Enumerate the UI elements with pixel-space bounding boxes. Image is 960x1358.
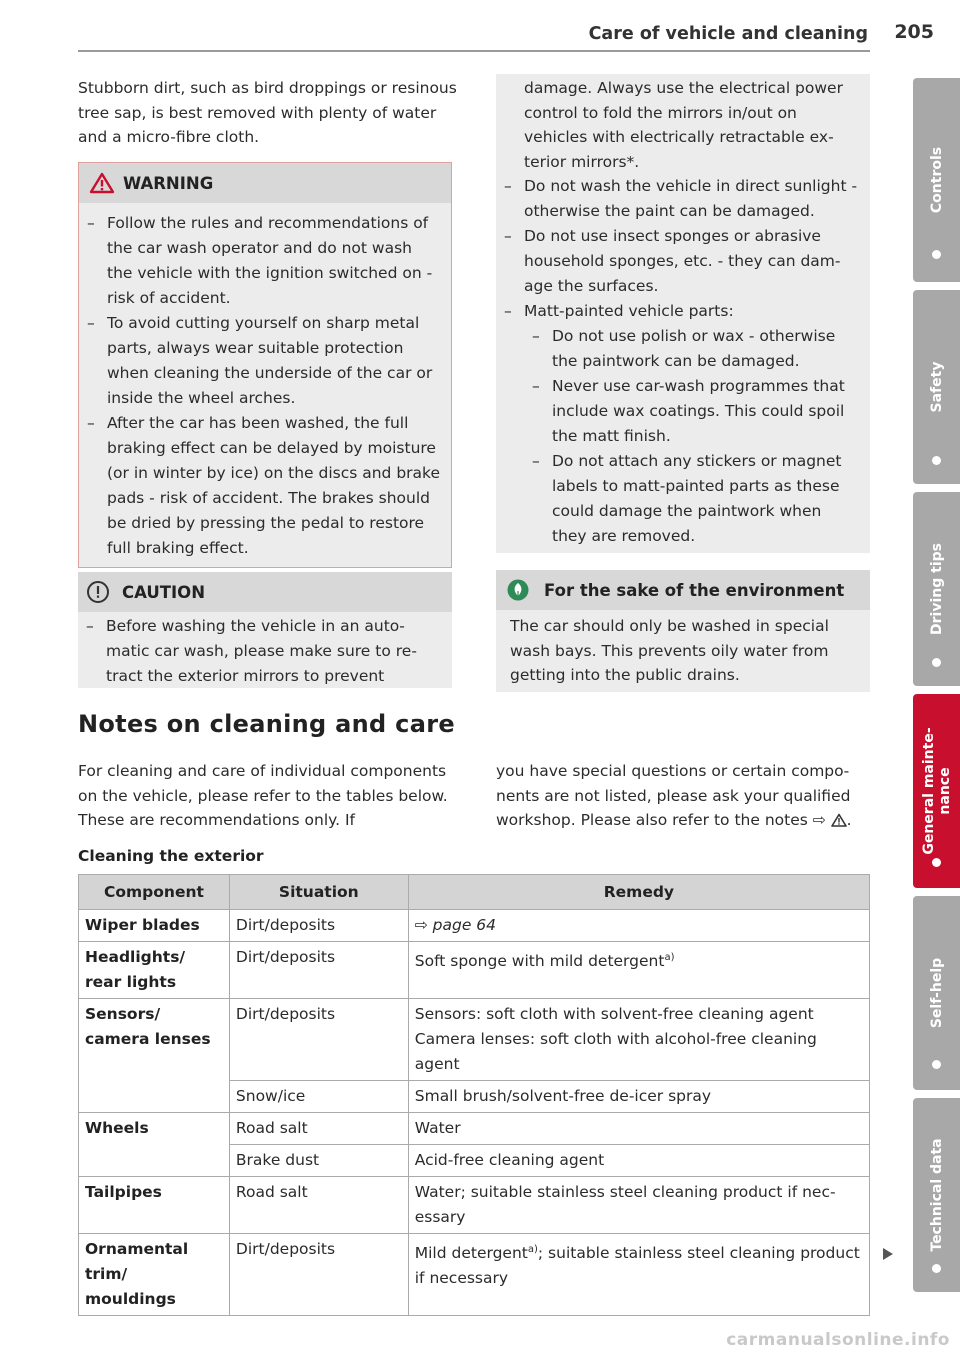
side-tab-general-maintenance[interactable]: [913, 694, 960, 888]
situation-cell: Dirt/deposits: [229, 942, 408, 999]
tab-dot-icon: [932, 250, 941, 259]
table-row: [79, 1177, 870, 1234]
situation-cell: Road salt: [229, 1177, 408, 1234]
caution-item: – Do not use insect sponges or abrasive household sponges, etc. - they can damage the surfaces.: [496, 224, 860, 299]
caution-box: [78, 572, 452, 688]
component-cell: Wheels: [79, 1113, 230, 1177]
cleaning-exterior-table: [78, 874, 870, 1316]
tab-dot-icon: [932, 456, 941, 465]
remedy-text: Sensors: soft cloth with solvent-free cleaning agent: [414, 1005, 814, 1023]
section-para-right-body: you have special questions or certain components are not listed, please ask your qualified workshop. Please also refer to the notes ⇨: [496, 762, 851, 829]
caution-body-right: [496, 74, 870, 553]
side-tab-self-help[interactable]: [913, 896, 960, 1090]
situation-cell: Brake dust: [229, 1145, 408, 1177]
caution-title: CAUTION: [122, 582, 205, 602]
caution-sub-item: – Do not attach any stickers or magnet labels to matt-painted parts as these could damage the paintwork when they are removed.: [524, 449, 860, 549]
remedy-cell: Small brush/solvent-free de-icer spray: [408, 1081, 869, 1113]
section-para-right-text: [496, 759, 872, 833]
intro-text: Stubborn dirt, such as bird droppings or resinous tree sap, is best removed with plenty of water and a micro-fibre cloth.: [78, 79, 457, 146]
caution-item-text: Matt-painted vehicle parts:: [524, 302, 734, 320]
caution-item: – Do not wash the vehicle in direct sunlight - otherwise the paint can be damaged.: [496, 174, 860, 224]
environment-text: The car should only be washed in special wash bays. This prevents oily water from getting into the public drains.: [510, 617, 829, 684]
remedy-text: Camera lenses: soft cloth with alcohol-free cleaning agent: [414, 1030, 817, 1073]
footnote-marker: a): [664, 952, 675, 963]
warning-header: [79, 163, 451, 203]
remedy-cell: Water; suitable stainless steel cleaning product if necessary: [408, 1177, 869, 1234]
table-row: [79, 1113, 870, 1145]
tab-dot-icon: [932, 1264, 941, 1273]
warning-box: [78, 162, 452, 568]
remedy-cell: Water: [408, 1113, 869, 1145]
caution-sub-item: – Never use car-wash programmes that include wax coatings. This could spoil the matt finish.: [524, 374, 860, 449]
column-header: Remedy: [408, 875, 869, 910]
running-header-title: Care of vehicle and cleaning: [588, 24, 868, 44]
warning-triangle-icon: [89, 172, 115, 194]
tab-dot-icon: [932, 1060, 941, 1069]
caution-list-start: [78, 614, 442, 689]
header-rule: [78, 50, 870, 52]
side-tab-label: General maintenance: [920, 727, 953, 855]
table-row: [79, 942, 870, 999]
side-tab-safety[interactable]: [913, 290, 960, 484]
warning-body: [79, 203, 451, 567]
footnote-marker: a): [527, 1244, 538, 1255]
component-cell: Sensors/ camera lenses: [79, 999, 230, 1113]
side-tab-technical-data[interactable]: [913, 1098, 960, 1292]
table-row: [79, 1234, 870, 1316]
component-cell: Tailpipes: [79, 1177, 230, 1234]
environment-box: [496, 570, 870, 692]
caution-item: [496, 299, 860, 549]
side-tab-label: Self-help: [928, 957, 945, 1029]
component-cell: Wiper blades: [79, 910, 230, 942]
situation-cell: Dirt/deposits: [229, 910, 408, 942]
period: .: [846, 811, 852, 829]
side-tab-label: Driving tips: [928, 543, 945, 635]
warning-item: – To avoid cutting yourself on sharp metal parts, always wear suitable protection when cleaning the underside of the car or inside the wheel arches.: [79, 311, 441, 411]
environment-header: [496, 570, 870, 610]
watermark: carmanualsonline.info: [726, 1330, 950, 1350]
warning-item: – Follow the rules and recommendations of the car wash operator and do not wash the vehicle with the ignition switched on - risk of accident.: [79, 211, 441, 311]
table-row: [79, 999, 870, 1081]
side-tab-driving-tips[interactable]: [913, 492, 960, 686]
section-heading: Notes on cleaning and care: [78, 710, 455, 738]
warning-item: – After the car has been washed, the full braking effect can be delayed by moisture (or in winter by ice) on the discs and brake pads - risk of accident. The brakes should be dried by pressing the pedal to restore full braking effect.: [79, 411, 441, 561]
caution-item-continued: damage. Always use the electrical power control to fold the mirrors in/out on vehicles with electrically retractable exterior mirrors*.: [524, 79, 843, 171]
caution-sub-list: [524, 324, 860, 549]
section-para-right: [496, 759, 872, 833]
remedy-text: ; suitable stainless steel cleaning product if necessary: [414, 1244, 860, 1288]
remedy-text: Soft sponge with mild detergent: [414, 952, 665, 971]
remedy-cell: [408, 999, 869, 1081]
situation-cell: Snow/ice: [229, 1081, 408, 1113]
warning-ref-icon: [831, 813, 847, 827]
situation-cell: Dirt/deposits: [229, 999, 408, 1081]
tab-dot-icon: [932, 658, 941, 667]
side-tab-label: Technical data: [928, 1138, 945, 1252]
remedy-text: Mild detergent: [414, 1244, 528, 1263]
remedy-cell[interactable]: ⇨ page 64: [408, 910, 869, 942]
side-tab-label: Safety: [928, 361, 945, 413]
environment-body: [496, 610, 870, 692]
caution-header: [78, 572, 452, 612]
continue-arrow-icon: [882, 1247, 894, 1261]
component-cell: Ornamental trim/ mouldings: [79, 1234, 230, 1316]
caution-body-left: [78, 612, 452, 688]
situation-cell: Dirt/deposits: [229, 1234, 408, 1316]
side-tab-controls[interactable]: [913, 78, 960, 282]
section-para-left: [78, 759, 458, 833]
warning-list: [79, 211, 441, 561]
environment-title: For the sake of the environment: [544, 580, 845, 600]
section-para-left-text: For cleaning and care of individual components on the vehicle, please refer to the tables below. These are recommendations only. If: [78, 762, 448, 829]
caution-item: – Before washing the vehicle in an automatic car wash, please make sure to retract the exterior mirrors to prevent: [78, 614, 442, 689]
table-row: [79, 910, 870, 942]
side-tab-label: Controls: [928, 146, 945, 214]
caution-sub-item: – Do not use polish or wax - otherwise the paintwork can be damaged.: [524, 324, 860, 374]
leaf-icon: [506, 578, 530, 602]
column-header: Component: [79, 875, 230, 910]
component-cell: Headlights/ rear lights: [79, 942, 230, 999]
situation-cell: Road salt: [229, 1113, 408, 1145]
warning-title: WARNING: [123, 173, 214, 193]
remedy-cell: [408, 1234, 869, 1316]
page-number: 205: [894, 21, 934, 43]
column-header: Situation: [229, 875, 408, 910]
intro-paragraph: [78, 76, 458, 150]
remedy-cell: Acid-free cleaning agent: [408, 1145, 869, 1177]
caution-list-continued: [496, 174, 860, 549]
remedy-cell: [408, 942, 869, 999]
caution-circle-icon: [86, 580, 110, 604]
table-subheading: Cleaning the exterior: [78, 847, 264, 865]
table-header-row: [79, 875, 870, 910]
